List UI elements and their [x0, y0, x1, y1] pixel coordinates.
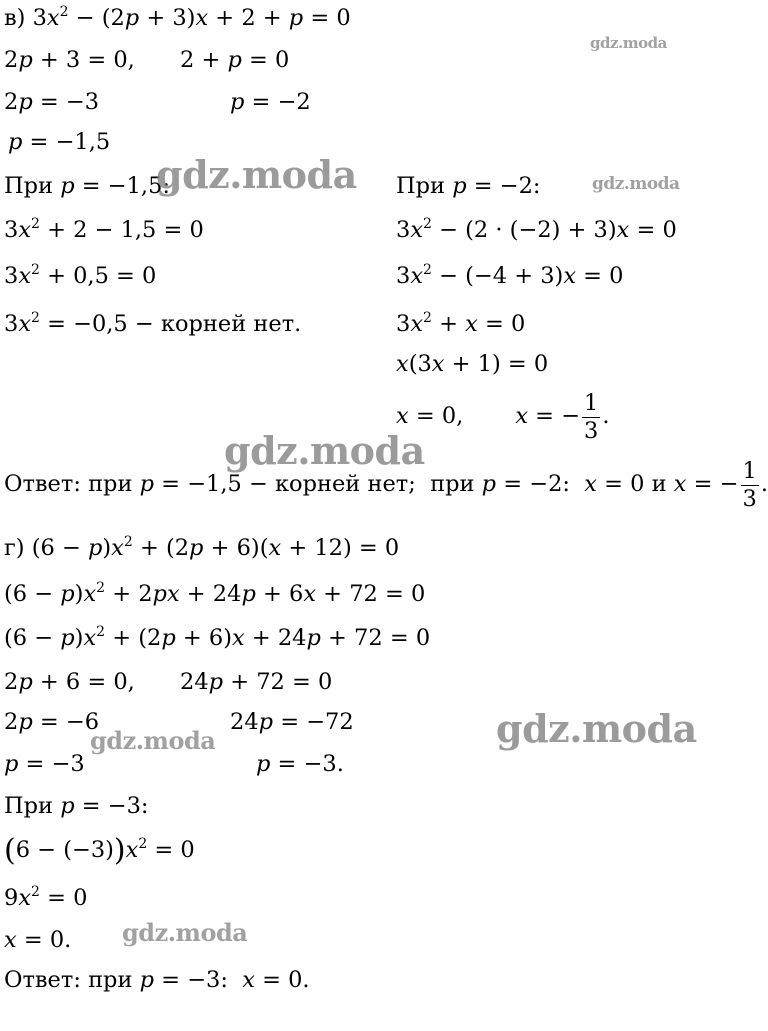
eq-v-r4: x(3x + 1) = 0: [396, 351, 549, 377]
eq-v-p-neg2: p = −2: [230, 89, 311, 115]
watermark: gdz.moda: [122, 918, 248, 947]
watermark: gdz.moda: [496, 706, 697, 751]
answer-g: Ответ: при p = −3: x = 0.: [4, 967, 310, 993]
eq-v-coef-b: 2p + 3 = 0,: [4, 47, 135, 73]
answer-v: Ответ: при p = −1,5 − корней нет; при p = −2: x = 0 и x = − $\frac{1}{3}$ .: [4, 458, 768, 512]
watermark: gdz.moda: [592, 174, 680, 194]
eq-g-p-left: p = −3: [4, 751, 85, 777]
eq-g-main: г) $(6 - p)x^2 + (2p + 6)(x + 12) = 0$: [4, 534, 400, 561]
eq-g-s1: $(6 - (-3))x^2 = 0$: [4, 833, 195, 868]
eq-g-2p: 2p = −6: [4, 709, 100, 735]
eq-g-coef-b: 2p + 6 = 0,: [4, 669, 135, 695]
part-g-label: г): [4, 535, 25, 561]
eq-g-s2: $9x^2 = 0$: [4, 884, 88, 911]
eq-g-coef-c: 24p + 72 = 0: [180, 669, 333, 695]
eq-v-l2: $3x^2 + 0,5 = 0$: [4, 262, 157, 289]
eq-v-r2: $3x^2 - (-4 + 3)x = 0$: [396, 262, 624, 289]
case-g-heading: При p = −3:: [4, 793, 149, 819]
eq-v-p-neg15: p = −1,5: [8, 129, 111, 155]
eq-g-24p: 24p = −72: [230, 709, 354, 735]
eq-v-main: в) $3x^2 - (2p + 3)x + 2 + p = 0$: [4, 4, 351, 31]
eq-v-l1: $3x^2 + 2 - 1,5 = 0$: [4, 216, 204, 243]
eq-g-group: $(6 - p)x^2 + (2p + 6)x + 24p + 72 = 0$: [4, 624, 431, 651]
case-p-neg15-heading: При p = −1,5:: [4, 173, 170, 199]
watermark: gdz.moda: [156, 152, 357, 197]
eq-g-s3: x = 0.: [4, 927, 72, 953]
eq-v-r1: $3x^2 - (2 \cdot (-2) + 3)x = 0$: [396, 216, 677, 243]
watermark: gdz.moda: [590, 34, 667, 52]
eq-g-expand: $(6 - p)x^2 + 2px + 24p + 6x + 72 = 0$: [4, 580, 426, 607]
fraction-one-third: $\frac{1}{3}$: [584, 390, 599, 444]
eq-g-p-right: p = −3.: [256, 751, 344, 777]
eq-v-coef-c: 2 + p = 0: [180, 47, 290, 73]
eq-v-r3: $3x^2 + x = 0$: [396, 310, 526, 337]
eq-v-l3: $3x^2 = -0,5$ − корней нет.: [4, 310, 302, 337]
watermark: gdz.moda: [224, 428, 425, 473]
eq-v-r5: x = 0, x = − $\frac{1}{3}$ .: [396, 390, 610, 444]
case-p-neg2-heading: При p = −2:: [396, 173, 541, 199]
fraction-one-third-answer: $\frac{1}{3}$: [742, 458, 757, 512]
eq-v-2p: 2p = −3: [4, 89, 100, 115]
part-v-label: в): [4, 5, 26, 31]
watermark: gdz.moda: [90, 726, 216, 755]
